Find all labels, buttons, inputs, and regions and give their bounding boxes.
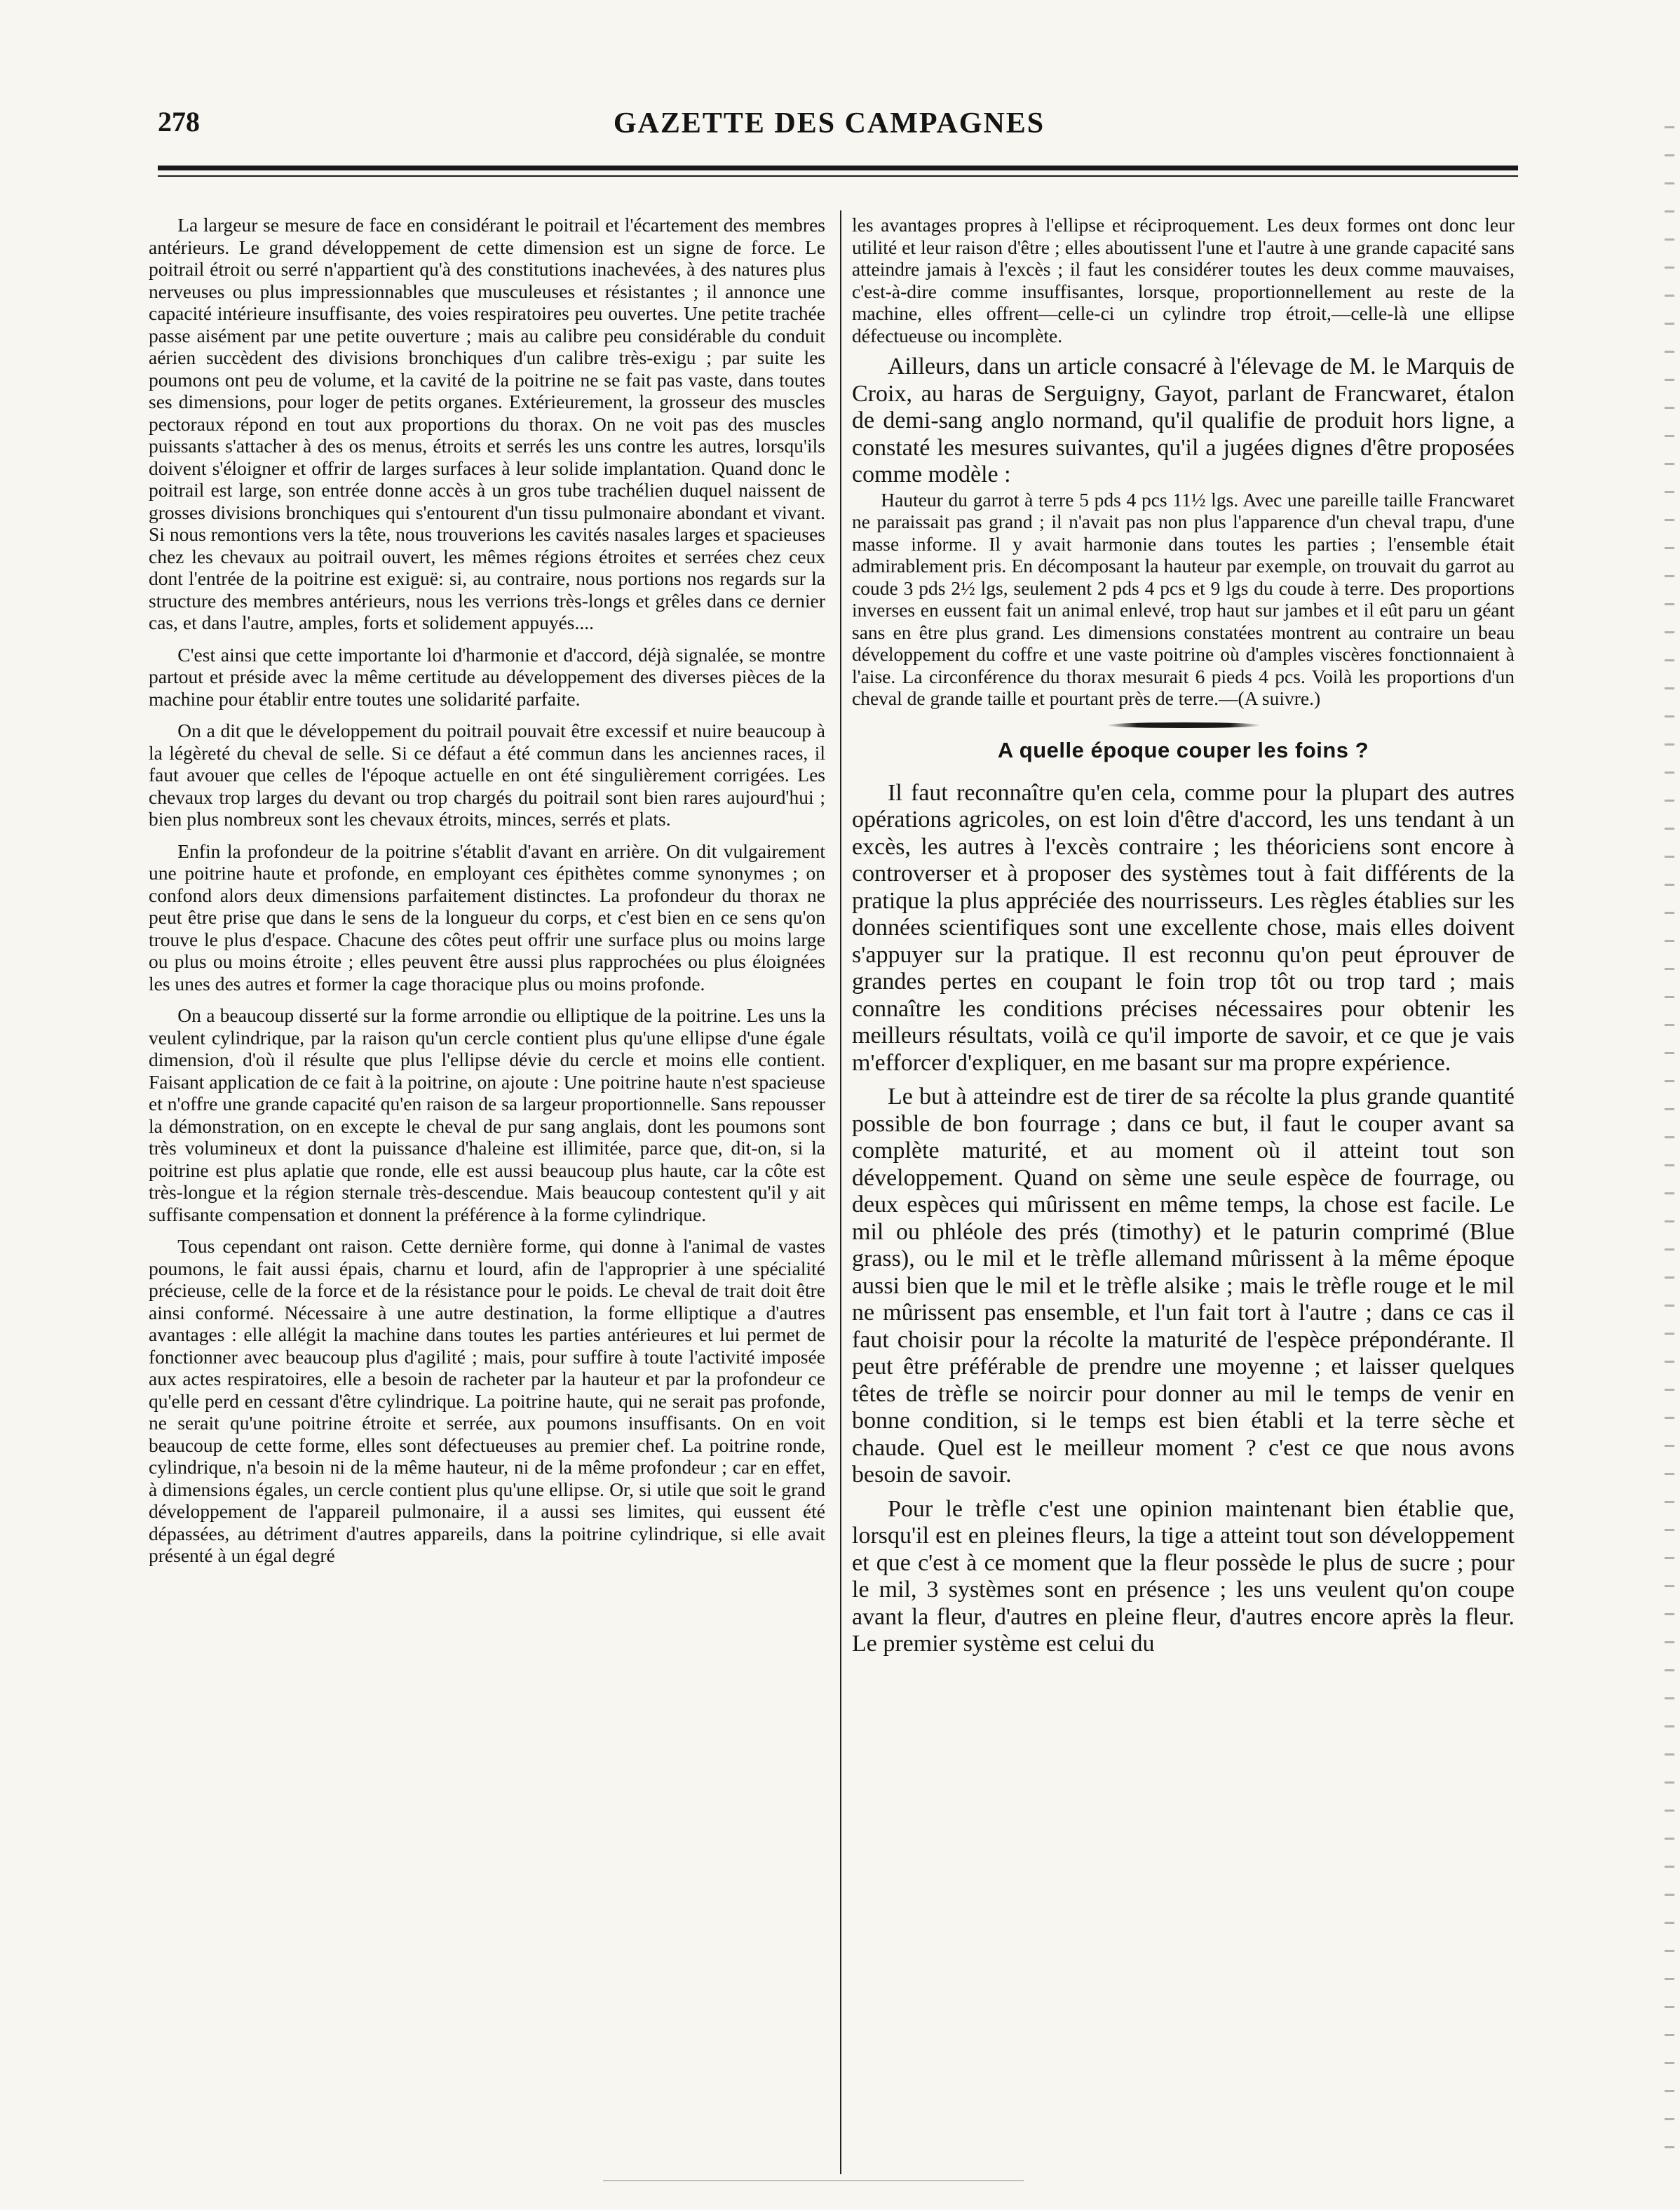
citation-paragraph: Hauteur du garrot à terre 5 pds 4 pcs 11½ lgs. Avec une pareille taille Francwaret ne paraissait pas grand ; il n'avait pas non plus l'apparence d'un cheval trapu, d'une masse informe. Il y avait harmonie dans toutes les parties ; l'ensemble était admirablement pris. En décomposant la hauteur par exemple, on trouvait du garrot au coude 3 pds 2½ lgs, seulement 2 pds 4 pcs et 9 lgs du coude à terre. Des proportions inverses en eussent fait un animal enlevé, trop haut sur jambes et il eût paru un géant sans en être plus grand. Les dimensions constatées montrent au contraire un beau développement du coffre et une vaste poitrine où d'amples viscères fonctionnaient à l'aise. La circonférence du thorax mesurait 6 pieds 4 pcs. Voilà les proportions d'un cheval de grande taille et pourtant près de terre.—(A suivre.) — [852, 488, 1515, 709]
section-title: A quelle époque couper les foins ? — [997, 737, 1369, 762]
page-number: 278 — [158, 106, 200, 137]
running-title: GAZETTE DES CAMPAGNES — [613, 107, 1045, 140]
continuation-paragraph: les avantages propres à l'ellipse et réciproquement. Les deux formes ont donc leur utilité et leur raison d'être ; elles aboutissent l'une et l'autre à une grande capacité sans atteindre jamais à l'excès ; il faut les considérer toutes les deux comme mauvaises, c'est-à-dire comme insuffisantes, lorsque, proportionnellement au reste de la machine, elles offrent—celle-ci un cylindre trop étroit,—celle-là une ellipse défectueuse ou incomplète. — [852, 214, 1515, 346]
right-column — [852, 214, 1515, 1658]
bottom-rule — [603, 2180, 1024, 2181]
intro-paragraph: Ailleurs, dans un article consacré à l'élevage de M. le Marquis de Croix, au haras de Serguigny, Gayot, parlant de Francwaret, étalon de demi-sang anglo normand, qu'il qualifie de produit hors ligne, a constaté les mesures suivantes, qu'il a jugées dignes d'être proposées comme modèle : — [852, 353, 1515, 487]
paragraph: C'est ainsi que cette importante loi d'harmonie et d'accord, déjà signalée, se montre partout et préside avec la même certitude au développement des diverses pièces de la machine pour établir entre toutes une solidarité parfaite. — [149, 643, 825, 710]
paragraph: La largeur se mesure de face en considérant le poitrail et l'écartement des membres antérieurs. Le grand développement de cette dimension est un signe de force. Le poitrail étroit ou serré n'appartient qu'à des constitutions inachevées, à des natures plus nerveuses ou plus impressionnables que musculeuses et résistantes ; il annonce une capacité intérieure insuffisante, des voies respiratoires peu ouvertes. Une petite trachée passe aisément par une petite ouverture ; mais au calibre peu considérable du conduit aérien succèdent des divisions bronchiques d'un calibre très-exigu ; par suite les poumons ont peu de volume, et la cavité de la poitrine ne se fait pas vaste, dans toutes ses dimensions, pour loger de petits organes. Extérieurement, la grosseur des muscles pectoraux répond en tout aux proportions du thorax. On ne voit pas des muscles puissants s'attacher à des os menus, étroits et serrés les uns contre les autres, lorsqu'ils doivent s'éloigner et offrir de larges surfaces à leur solide implantation. Quand donc le poitrail est large, son entrée donne accès à un gros tube trachélien duquel naissent de grosses divisions bronchiques qui s'entourent d'un tissu pulmonaire abondant et vivant. Si nous remontions vers la tête, nous trouverions les cavités nasales larges et spacieuses chez les chevaux au poitrail ouvert, les mêmes régions étroites et serrées chez ceux dont l'entrée de la poitrine est exiguë: si, au contraire, nous portions nos regards sur la structure des membres antérieurs, nous les verrions très-longs et grêles dans ce dernier cas, et dans l'autre, amples, forts et solidement appuyés.... — [149, 214, 825, 633]
paragraph: Le but à atteindre est de tirer de sa récolte la plus grande quantité possible de bon fourrage ; dans ce but, il faut le couper avant sa complète maturité, et au moment où il atteint tout son développement. Quand on sème une seule espèce de fourrage, ou deux espèces qui mûrissent en même temps, la chose est facile. Le mil ou phléole des prés (timothy) et le paturin comprimé (Blue grass), ou le mil et le trèfle allemand mûrissent à la même époque aussi bien que le mil et le trèfle alsike ; mais le trèfle rouge et le mil ne mûrissent pas ensemble, et l'un fait tort à l'autre ; dans ce cas il faut choisir pour la récolte la maturité de l'espèce prépondérante. Il peut être préférable de prendre une moyenne ; et laisser quelques têtes de trèfle se noircir pour donner au mil le temps de venir en bonne condition, si le temps est bien établi et la terre sèche et chaude. Quel est le meilleur moment ? c'est ce que nous avons besoin de savoir. — [852, 1084, 1515, 1488]
paragraph: On a beaucoup disserté sur la forme arrondie ou elliptique de la poitrine. Les uns la veulent cylindrique, par la raison qu'un cercle contient plus qu'une ellipse d'une égale dimension, d'où il résulte que plus l'ellipse dévie du cercle et moins elle contient. Faisant application de ce fait à la poitrine, on ajoute : Une poitrine haute n'est spacieuse et n'offre une grande capacité qu'en raison de sa largeur proportionnelle. Sans repousser la démonstration, on en excepte le cheval de pur sang anglais, dont les poumons sont très volumineux et dont la puissance d'haleine est illimitée, parce que, dit-on, si la poitrine est plus aplatie que ronde, elle est aussi beaucoup plus haute, car la côte est très-longue et la région sternale très-descendue. Mais beaucoup contestent qu'il y ait suffisante compensation et donnent la préférence à la forme cylindrique. — [149, 1004, 825, 1225]
paragraph: On a dit que le développement du poitrail pouvait être excessif et nuire beaucoup à la légèreté du cheval de selle. Si ce défaut a été commun dans les anciennes races, il faut avouer que celles de l'époque actuelle en ont été singulièrement corrigées. Les chevaux trop larges du devant ou trop chargés du poitrail sont bien rares aujourd'hui ; bien plus nombreux sont les chevaux étroits, minces, serrés et plats. — [149, 720, 825, 830]
left-column — [149, 214, 825, 1567]
column-divider — [840, 210, 841, 2174]
paragraph: Pour le trèfle c'est une opinion maintenant bien établie que, lorsqu'il est en pleines fleurs, la tige a atteint tout son développement et que c'est à ce moment que la fleur possède le plus de sucre ; pour le mil, 3 systèmes sont en présence ; les uns veulent qu'on coupe avant la fleur, d'autres en pleine fleur, d'autres encore après la fleur. Le premier système est celui du — [852, 1495, 1515, 1657]
header-rule-thick — [158, 166, 1518, 170]
header-rule-thin — [158, 175, 1518, 177]
paragraph: Il faut reconnaître qu'en cela, comme pour la plupart des autres opérations agricoles, on est loin d'être d'accord, les uns tendant à un excès, les autres à l'excès contraire ; les théoriciens sont encore à controverser et à proposer des systèmes tout à fait différents de la pratique la plus appréciée des nourrisseurs. Les règles établies sur les données scientifiques sont une excellente chose, mais elles doivent s'appuyer sur la pratique. Il est reconnu qu'on peut éprouver de grandes pertes en coupant le foin trop tôt ou trop tard ; mais connaître les conditions précises nécessaires pour obtenir les meilleurs résultats, voilà ce qu'il importe de savoir, et ce que je vais m'efforcer d'expliquer, en me basant sur ma propre expérience. — [852, 779, 1515, 1076]
page-header — [140, 105, 1518, 154]
binding-edge-mark — [1665, 126, 1674, 2160]
paragraph: Tous cependant ont raison. Cette dernière forme, qui donne à l'animal de vastes poumons, le fait aussi épais, charnu et lourd, afin de l'approprier à une spécialité précieuse, celle de la force et de la résistance pour le poids. Le cheval de trait doit être ainsi conformé. Nécessaire à une autre destination, la forme elliptique a d'autres avantages : elle allégit la machine dans toutes les parties antérieures et lui permet de fonctionner avec beaucoup plus d'agilité ; mais, pour suffire à toute l'activité imposée aux actes respiratoires, elle a besoin de racheter par la hauteur et par la profondeur ce qu'elle perd en cessant d'être cylindrique. La poitrine haute, qui ne serait pas profonde, ne serait qu'une poitrine étroite et serrée, aux poumons insuffisants. On en voit beaucoup de cette forme, elles sont défectueuses au premier chef. La poitrine ronde, cylindrique, n'a besoin ni de la même hauteur, ni de la même profondeur ; car en effet, à dimensions égales, un cercle contient plus qu'une ellipse. Or, si utile que soit le grand développement de l'appareil pulmonaire, il a aussi ses limites, qui eussent été dépassées, au détriment d'autres appareils, dans la poitrine cylindrique, si elle avait présenté à un égal degré — [149, 1235, 825, 1566]
paragraph: Enfin la profondeur de la poitrine s'établit d'avant en arrière. On dit vulgairement une poitrine haute et profonde, en employant ces épithètes comme synonymes ; on confond alors deux dimensions parfaitement distinctes. La profondeur du thorax ne peut être prise que dans le sens de la longueur du corps, et c'est bien en ce sens qu'on trouve le plus d'espace. Chacune des côtes peut offrir une surface plus ou moins large ou plus ou moins étroite ; elles peuvent être aussi plus rapprochées ou plus éloignées les unes des autres et former la cage thoracique plus ou moins profonde. — [149, 840, 825, 995]
section-ornament — [1106, 722, 1261, 728]
